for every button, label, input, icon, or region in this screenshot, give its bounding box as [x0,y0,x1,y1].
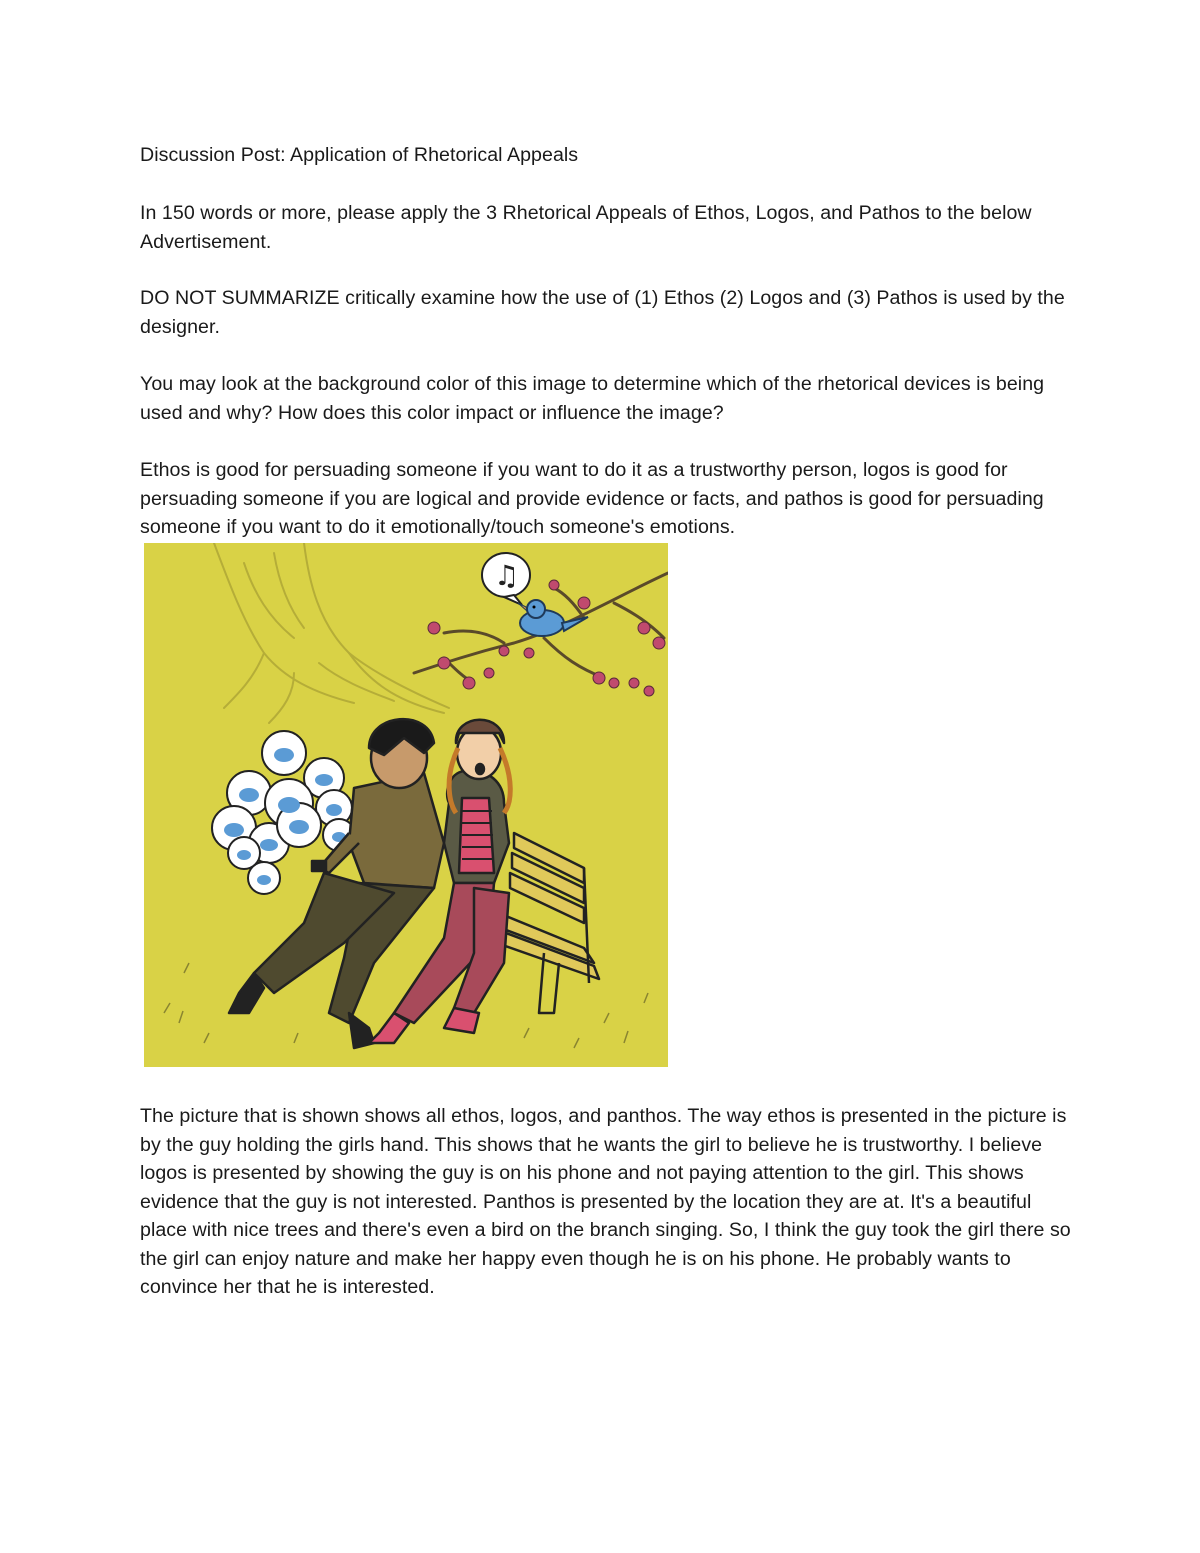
page-title: Discussion Post: Application of Rhetorical Appeals [140,144,579,166]
definitions-paragraph: Ethos is good for persuading someone if you want to do it as a trustworthy person, logos is good for persuading someone if you are logical and provide evidence or facts, and pathos is good for persuading someone if you want to do it emotionally/touch someone's emotions. [140,459,1044,538]
directive-paragraph: DO NOT SUMMARIZE critically examine how the use of (1) Ethos (2) Logos and (3) Pathos is used by the designer. [140,287,1065,338]
response-paragraph: The picture that is shown shows all ethos, logos, and panthos. The way ethos is presented in the picture is by the guy holding the girls hand. This shows that he wants the girl to believe he is trustworthy. I believe logos is presented by showing the guy is on his phone and not paying attention to the girl. This shows evidence that the guy is not interested. Panthos is presented by the location they are at. It's a beautiful place with nice trees and there's even a bird on the branch singing. So, I think the guy took the girl there so the girl can enjoy nature and make her happy even though he is on his phone. He probably wants to convince her that he is interested. [140,1105,1071,1298]
color-question-paragraph: You may look at the background color of this image to determine which of the rhetorical devices is being used and why? How does this color impact or influence the image? [140,373,1045,424]
advertisement-illustration [144,543,668,1067]
instructions-paragraph: In 150 words or more, please apply the 3 Rhetorical Appeals of Ethos, Logos, and Pathos to the below Advertisement. [140,202,1032,253]
svg-text:♫: ♫ [494,559,520,592]
